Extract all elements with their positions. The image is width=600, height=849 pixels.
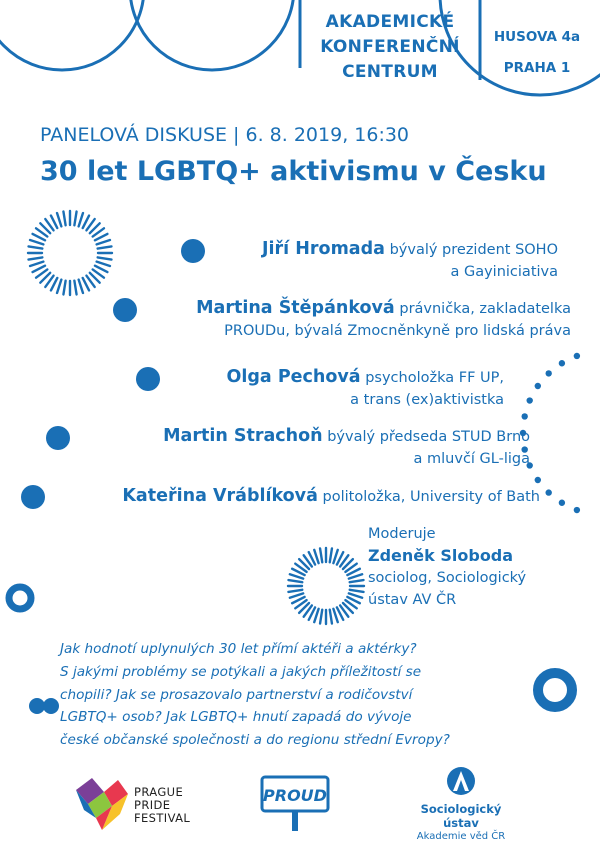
speaker-role-cont: a mluvčí GL-liga [413,451,530,467]
sunburst-ray [79,213,83,226]
sunburst-ray [29,246,43,248]
sunburst-ray [290,593,303,597]
venue-address [478,22,596,84]
speaker-role: politoložka, University of Bath [322,489,540,505]
address-city: PRAHA 1 [503,60,571,76]
arc-dot [526,397,532,403]
speaker-role: bývalý předseda STUD Brno [327,429,530,445]
moderator-name: Zdeněk Sloboda [368,546,514,565]
speaker-3 [227,366,504,411]
sunburst-ray [30,262,43,266]
sunburst-ray [349,593,362,597]
sunburst-ray [350,590,364,592]
sunburst-ray [320,610,322,624]
arc-dot [574,507,580,513]
speaker-bullet-1 [181,239,205,263]
speaker-bullet-2 [113,298,137,322]
sunburst-middle [288,548,364,624]
speaker-bullet-5 [21,485,45,509]
sunburst-ray [97,262,110,266]
sunburst-ray [290,574,303,578]
soc-institute-sub: Akademie věd ČR [416,831,506,842]
sunburst-ray [330,610,332,624]
prague-pride-logo [74,776,224,836]
sunburst-left [28,211,112,295]
discussion-questions [60,638,560,752]
soc-institute-icon [446,765,476,797]
sunburst-ray [288,580,302,582]
sunburst-ray [350,580,364,582]
ring-left [9,587,31,609]
address-street: HUSOVA 4a [493,29,581,45]
event-title: 30 let LGBTQ+ aktivismu v Česku [40,156,547,187]
top-arc-left [0,0,144,70]
question-line: české občanské společnosti a do regionu střední Evropy? [60,732,450,749]
sunburst-ray [30,240,43,244]
sunburst-ray [74,281,76,295]
question-line: Jak hodnotí uplynulých 30 let přímí aktéři a aktérky? [60,641,417,657]
speaker-4 [163,425,530,470]
speaker-2 [196,297,571,342]
venue-line-3: CENTRUM [342,62,438,82]
arc-dot [574,353,580,359]
pride-heart-icon [74,776,130,832]
sunburst-ray [74,212,76,226]
pride-text-line: PRIDE [134,798,171,812]
pride-text-line: FESTIVAL [134,811,191,825]
question-line: LGBTQ+ osob? Jak LGBTQ+ hnutí zapadá do vývoje [60,709,412,726]
sunburst-ray [57,280,61,293]
speaker-name: Kateřina Vráblíková [122,486,318,506]
speaker-name: Jiří Hromada [262,239,385,259]
moderator-block [368,523,526,611]
venue-line-1: AKADEMICKÉ [325,12,455,32]
sunburst-ray [288,590,302,592]
sunburst-ray [79,280,83,293]
speaker-role: psycholožka FF UP, [365,370,504,386]
speaker-role-cont: PROUDu, bývalá Zmocněnkyně pro lidská práva [224,323,571,339]
speaker-5 [122,485,540,508]
moderator-role-cont: ústav AV ČR [368,592,457,608]
speaker-role-cont: a Gayiniciativa [450,264,558,280]
sunburst-ray [349,574,362,578]
sunburst-ray [314,609,318,622]
event-subtitle: PANELOVÁ DISKUSE | 6. 8. 2019, 16:30 [40,124,410,146]
sunburst-ray [98,246,112,248]
sunburst-ray [333,550,337,563]
pride-text [134,786,190,825]
question-line: chopili? Jak se prosazovalo partnerství a rodičovství [60,686,413,703]
soc-institute-name: Sociologický ústav [420,802,502,830]
speaker-bullet-4 [46,426,70,450]
sunburst-ray [29,257,43,259]
moderator-role: sociolog, Sociologický [368,570,527,586]
double-dot-2 [43,698,59,714]
pride-text-line: PRAGUE [134,785,184,799]
moderator-label: Moderuje [368,526,436,542]
speaker-role: právnička, zakladatelka [399,301,571,317]
sunburst-ray [333,609,337,622]
speaker-name: Martin Strachoň [163,426,323,446]
sunburst-ray [314,550,318,563]
arc-dot [521,413,527,419]
sunburst-ray [57,213,61,226]
soc-institute-logo [405,802,517,843]
sunburst-ray [97,240,110,244]
sunburst-ray [320,548,322,562]
top-arc-middle [130,0,294,70]
arc-dot [545,370,551,376]
speaker-1 [262,238,558,283]
sunburst-ray [330,548,332,562]
sunburst-ray [98,257,112,259]
sunburst-ray [63,212,65,226]
arc-dot [535,383,541,389]
arc-dot [559,500,565,506]
speaker-role-cont: a trans (ex)aktivistka [350,392,504,408]
speaker-bullet-3 [136,367,160,391]
sunburst-ray [63,281,65,295]
proud-logo [259,774,331,834]
venue-line-2: KONFERENČNÍ [320,37,460,57]
speaker-name: Olga Pechová [226,367,361,387]
arc-dot [545,489,551,495]
proud-logo-text: PROUD [263,786,327,805]
speaker-role: bývalý prezident SOHO [389,242,558,258]
arc-dot [559,360,565,366]
question-line: S jakými problémy se potýkali a jakých příležitostí se [60,663,422,680]
double-dot-1 [29,698,45,714]
speaker-name: Martina Štěpánková [196,298,395,318]
arc-dot [535,477,541,483]
venue-name [305,10,475,85]
